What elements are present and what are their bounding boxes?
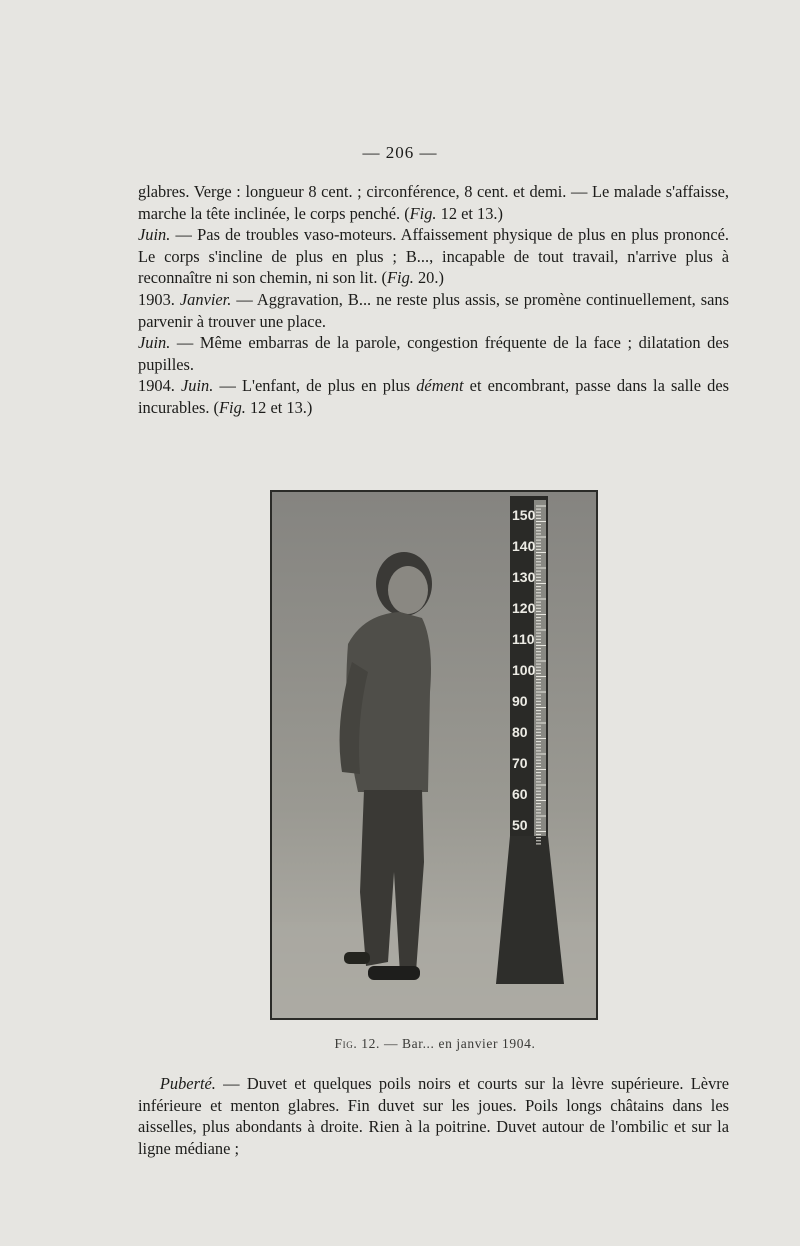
photograph (272, 492, 596, 1018)
text: 12 et 13.) (436, 203, 503, 223)
text: glabres. Verge : longueur 8 cent. ; circonférence, 8 cent. et demi. — Le malade s'affaisse, marche la tête inclinée, le corps penché. ( (138, 182, 729, 223)
date-label: Juin. (138, 225, 171, 245)
text: et encombrant, passe dans la salle des incurables. ( (138, 376, 729, 417)
emphasis: dément (416, 376, 464, 396)
caption-text: — Bar... en janvier 1904. (379, 1036, 536, 1051)
scale-label: 90 (512, 693, 528, 709)
scale-label: 150 (512, 507, 536, 523)
section-label: Puberté. (159, 1074, 216, 1093)
text: — Pas de troubles vaso-moteurs. Affaissement physique de plus en plus prononcé. Le corps s'incline de plus en plus ; B..., incapable de tout travail, n'arrive plus à reconnaître ni son chemin, ni son lit. ( (138, 225, 729, 288)
scale-label: 100 (512, 662, 536, 678)
scale-label: 60 (512, 786, 528, 802)
text: — L'enfant, de plus en plus (213, 376, 417, 396)
paragraph-4 (138, 332, 729, 375)
scale-label: 120 (512, 600, 536, 616)
body-text (138, 181, 729, 419)
paragraph-5 (138, 375, 729, 418)
fig-ref: Fig. (387, 268, 414, 288)
text: 20.) (413, 268, 444, 288)
scale-label: 110 (512, 631, 535, 647)
year: 1903. (138, 289, 180, 309)
paragraph-1 (138, 181, 729, 224)
paragraph-3 (138, 289, 729, 332)
text: — Même embarras de la parole, congestion fréquente de la face ; dilatation des pupilles. (138, 333, 729, 374)
caption-figure-number: Fig. 12. (334, 1036, 380, 1051)
page-number: — 206 — (362, 143, 438, 162)
paragraph-2 (138, 224, 729, 289)
year: 1904. (138, 376, 182, 396)
scale-label: 140 (512, 538, 536, 554)
date-label: Janvier. (179, 289, 232, 309)
fig-ref: Fig. (219, 397, 246, 417)
text: — Aggravation, B... ne reste plus assis, se promène continuellement, sans parvenir à trouver une place. (138, 289, 729, 331)
scale-label: 70 (512, 755, 528, 771)
scale-label: 80 (512, 724, 528, 740)
date-label: Juin. (138, 333, 171, 353)
paragraph-puberty (138, 1073, 729, 1159)
photograph-figure (270, 490, 598, 1020)
date-label: Juin. (181, 376, 214, 396)
scale-label: 50 (512, 817, 528, 833)
figure-caption (0, 1036, 800, 1052)
puberty-paragraph (138, 1073, 729, 1159)
text: — Duvet et quelques poils noirs et courts sur la lèvre supérieure. Lèvre inférieure et menton glabres. Fin duvet sur les joues. Poils longs châtains dans les aisselles, plus abondants à droite. Rien à la poitrine. Duvet autour de l'ombilic et sur la ligne médiane ; (138, 1074, 729, 1158)
text: 12 et 13.) (245, 397, 313, 417)
scale-label: 130 (512, 569, 536, 585)
fig-ref: Fig. (409, 203, 437, 223)
